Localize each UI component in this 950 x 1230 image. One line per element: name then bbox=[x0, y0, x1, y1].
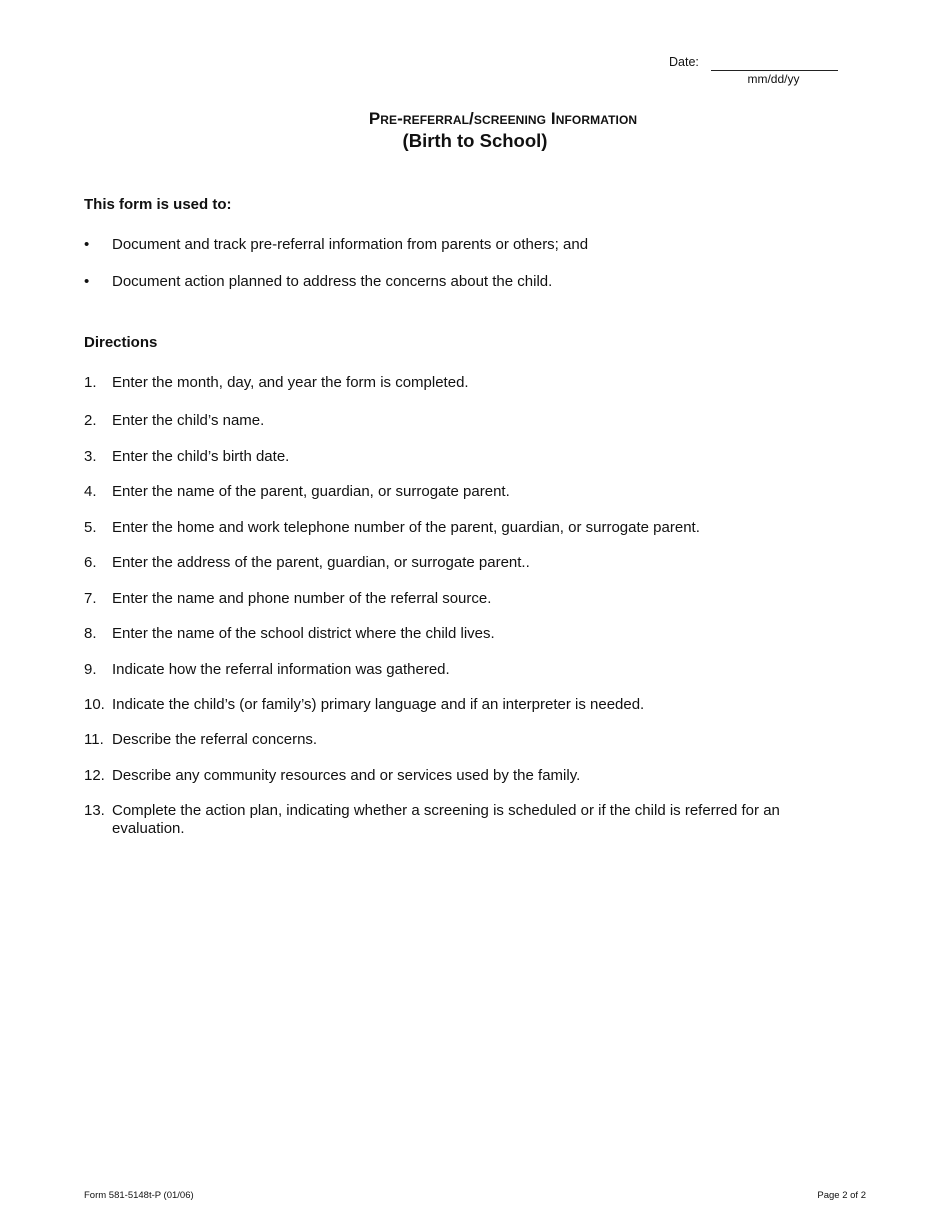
direction-item: Enter the month, day, and year the form is completed. bbox=[112, 374, 469, 391]
form-number: Form 581-5148t-P (01/06) bbox=[84, 1190, 194, 1201]
direction-item: Enter the child’s name. bbox=[112, 412, 265, 429]
direction-number: 12. bbox=[84, 767, 105, 784]
direction-item: Enter the child’s birth date. bbox=[112, 448, 290, 465]
direction-item: Enter the address of the parent, guardian, or surrogate parent.. bbox=[112, 554, 530, 571]
bullet-icon: • bbox=[84, 236, 90, 253]
purpose-item: Document action planned to address the concerns about the child. bbox=[112, 273, 553, 290]
direction-item: Enter the home and work telephone number of the parent, guardian, or surrogate parent. bbox=[112, 519, 700, 536]
direction-number: 8. bbox=[84, 625, 97, 642]
direction-number: 3. bbox=[84, 448, 97, 465]
direction-number: 1. bbox=[84, 374, 97, 391]
purpose-item: Document and track pre-referral information from parents or others; and bbox=[112, 236, 589, 253]
bullet-icon: • bbox=[84, 273, 90, 290]
direction-number: 7. bbox=[84, 590, 97, 607]
direction-number: 9. bbox=[84, 661, 97, 678]
direction-item: Enter the name of the parent, guardian, or surrogate parent. bbox=[112, 483, 510, 500]
form-title: Pre-referral/screening Information bbox=[368, 109, 638, 128]
date-label: Date: bbox=[669, 55, 699, 69]
purpose-heading: This form is used to: bbox=[84, 196, 232, 213]
direction-item: Describe any community resources and or services used by the family. bbox=[112, 767, 581, 784]
direction-number: 5. bbox=[84, 519, 97, 536]
direction-item: Complete the action plan, indicating whether a screening is scheduled or if the child is referred for an evaluation. bbox=[112, 802, 780, 837]
direction-item: Describe the referral concerns. bbox=[112, 731, 318, 748]
direction-number: 2. bbox=[84, 412, 97, 429]
form-subtitle: (Birth to School) bbox=[402, 130, 548, 151]
direction-number: 10. bbox=[84, 696, 105, 713]
direction-number: 11. bbox=[84, 731, 104, 748]
direction-item: Indicate how the referral information was gathered. bbox=[112, 661, 450, 678]
direction-number: 4. bbox=[84, 483, 97, 500]
direction-number: 6. bbox=[84, 554, 97, 571]
date-format-hint: mm/dd/yy bbox=[747, 72, 800, 86]
date-input-line[interactable] bbox=[711, 70, 838, 71]
directions-heading: Directions bbox=[84, 334, 158, 351]
direction-item: Enter the name and phone number of the referral source. bbox=[112, 590, 492, 607]
page-number: Page 2 of 2 bbox=[817, 1190, 866, 1201]
direction-number: 13. bbox=[84, 802, 105, 819]
direction-item: Enter the name of the school district where the child lives. bbox=[112, 625, 495, 642]
direction-item: Indicate the child’s (or family’s) primary language and if an interpreter is needed. bbox=[112, 696, 645, 713]
